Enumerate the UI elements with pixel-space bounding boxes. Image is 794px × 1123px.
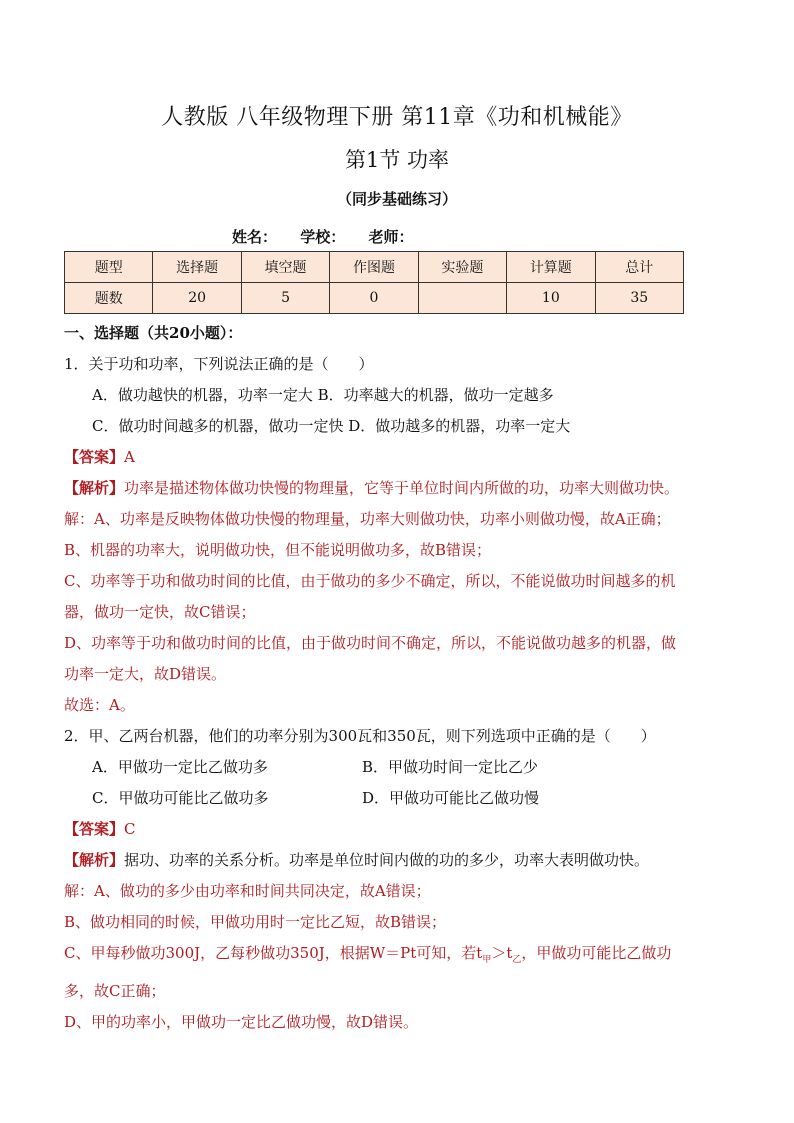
stats-cell: 5: [241, 283, 329, 314]
stats-cell: 10: [507, 283, 595, 314]
question-1-options-ab: A．做功越快的机器，功率一定大 B．功率越大的机器，做功一定越多: [92, 386, 554, 404]
stats-header-cell: 作图题: [330, 252, 418, 283]
teacher-label: 老师：: [368, 228, 414, 246]
stats-header-cell: 计算题: [507, 252, 595, 283]
solution-c-text: C、甲每秒做功300J，乙每秒做功350J，根据W＝Pt可知，若t: [64, 944, 483, 962]
stats-cell: [418, 283, 506, 314]
stats-cell: 题数: [65, 283, 153, 314]
stats-header-cell: 选择题: [153, 252, 241, 283]
question-1-solution-c-line1: C、功率等于功和做功时间的比值，由于做功的多少不确定，所以，不能说做功时间越多的机: [64, 572, 676, 590]
question-2-solution-a: 解：A、做功的多少由功率和时间共同决定，故A错误；: [64, 882, 431, 900]
stats-header-row: [65, 252, 684, 283]
section-heading: 一、选择题（共20小题）：: [64, 324, 243, 342]
question-2-options-row1: [64, 752, 734, 783]
stats-header-cell: 实验题: [418, 252, 506, 283]
question-2-option-d: D．甲做功可能比乙做功慢: [362, 789, 540, 807]
question-1-solution-d-line2: 功率一定大，故D错误。: [64, 665, 227, 683]
name-school-teacher-line: [232, 226, 432, 247]
question-2-answer: [64, 814, 734, 845]
answer-tag: 【答案】: [64, 820, 125, 838]
question-stats-table: [64, 251, 684, 314]
solution-c-text-end: ，甲做功可能比乙做功: [521, 944, 672, 962]
answer-tag: 【答案】: [64, 448, 125, 466]
question-1-solution-b: B、机器的功率大，说明做功快，但不能说明做功多，故B错误；: [64, 541, 492, 559]
practice-label: （同步基础练习）: [336, 190, 457, 208]
question-2-option-b: B．甲做功时间一定比乙少: [362, 758, 539, 776]
subscript-jia: 甲: [482, 955, 492, 965]
question-1-stem: 1．关于功和功率，下列说法正确的是（ ）: [64, 355, 374, 373]
stats-cell: 20: [153, 283, 241, 314]
name-label: 姓名：: [232, 228, 278, 246]
subscript-yi: 乙: [512, 955, 522, 965]
stats-header-cell: 总计: [595, 252, 683, 283]
analysis-text: 据功、功率的关系分析。功率是单位时间内做的功的多少，功率大表明做功快。: [124, 851, 650, 869]
question-1-answer: [64, 442, 734, 473]
stats-header-cell: 题型: [65, 252, 153, 283]
question-2-solution-c-line2: 多，故C正确；: [64, 982, 166, 1000]
answer-value: C: [124, 820, 136, 838]
stats-header-cell: 填空题: [241, 252, 329, 283]
question-1-solution-c-line2: 器，做功一定快，故C错误；: [64, 603, 256, 621]
question-2-solution-c-line1: [64, 938, 734, 976]
analysis-tag: 【解析】: [64, 479, 125, 497]
question-2-option-c: C．甲做功可能比乙做功多: [92, 789, 269, 807]
question-1-solution-d-line1: D、功率等于功和做功时间的比值，由于做功时间不确定，所以，不能说做功越多的机器，做: [64, 634, 677, 652]
question-2-solution-d: D、甲的功率小，甲做功一定比乙做功慢，故D错误。: [64, 1013, 419, 1031]
analysis-tag: 【解析】: [64, 851, 125, 869]
question-2-solution-b: B、做功相同的时候，甲做功用时一定比乙短，故B错误；: [64, 913, 447, 931]
school-label: 学校：: [300, 228, 346, 246]
stats-cell: 0: [330, 283, 418, 314]
question-2-option-a: A．甲做功一定比乙做功多: [92, 758, 268, 776]
stats-cell: 35: [595, 283, 683, 314]
question-2-stem: 2．甲、乙两台机器，他们的功率分别为300瓦和350瓦，则下列选项中正确的是（ ）: [64, 727, 656, 745]
question-1-analysis: [64, 473, 734, 504]
question-1-solution-a: 解：A、功率是反映物体做功快慢的物理量，功率大则做功快，功率小则做功慢，故A正确；: [64, 510, 671, 528]
document-title: 人教版 八年级物理下册 第11章《功和机械能》: [161, 105, 633, 130]
question-2-options-row2: [64, 783, 734, 814]
question-2-analysis: [64, 845, 734, 876]
exercise-content: [64, 318, 734, 1038]
question-1-choice: 故选：A。: [64, 696, 135, 714]
stats-count-row: [65, 283, 684, 314]
greater-than: ＞t: [491, 944, 513, 962]
section-subtitle: 第1节 功率: [344, 148, 450, 172]
answer-value: A: [124, 448, 135, 466]
question-1-options-cd: C．做功时间越多的机器，做功一定快 D．做功越多的机器，功率一定大: [92, 417, 571, 435]
analysis-text: 功率是描述物体做功快慢的物理量，它等于单位时间内所做的功，功率大则做功快。: [124, 479, 680, 497]
